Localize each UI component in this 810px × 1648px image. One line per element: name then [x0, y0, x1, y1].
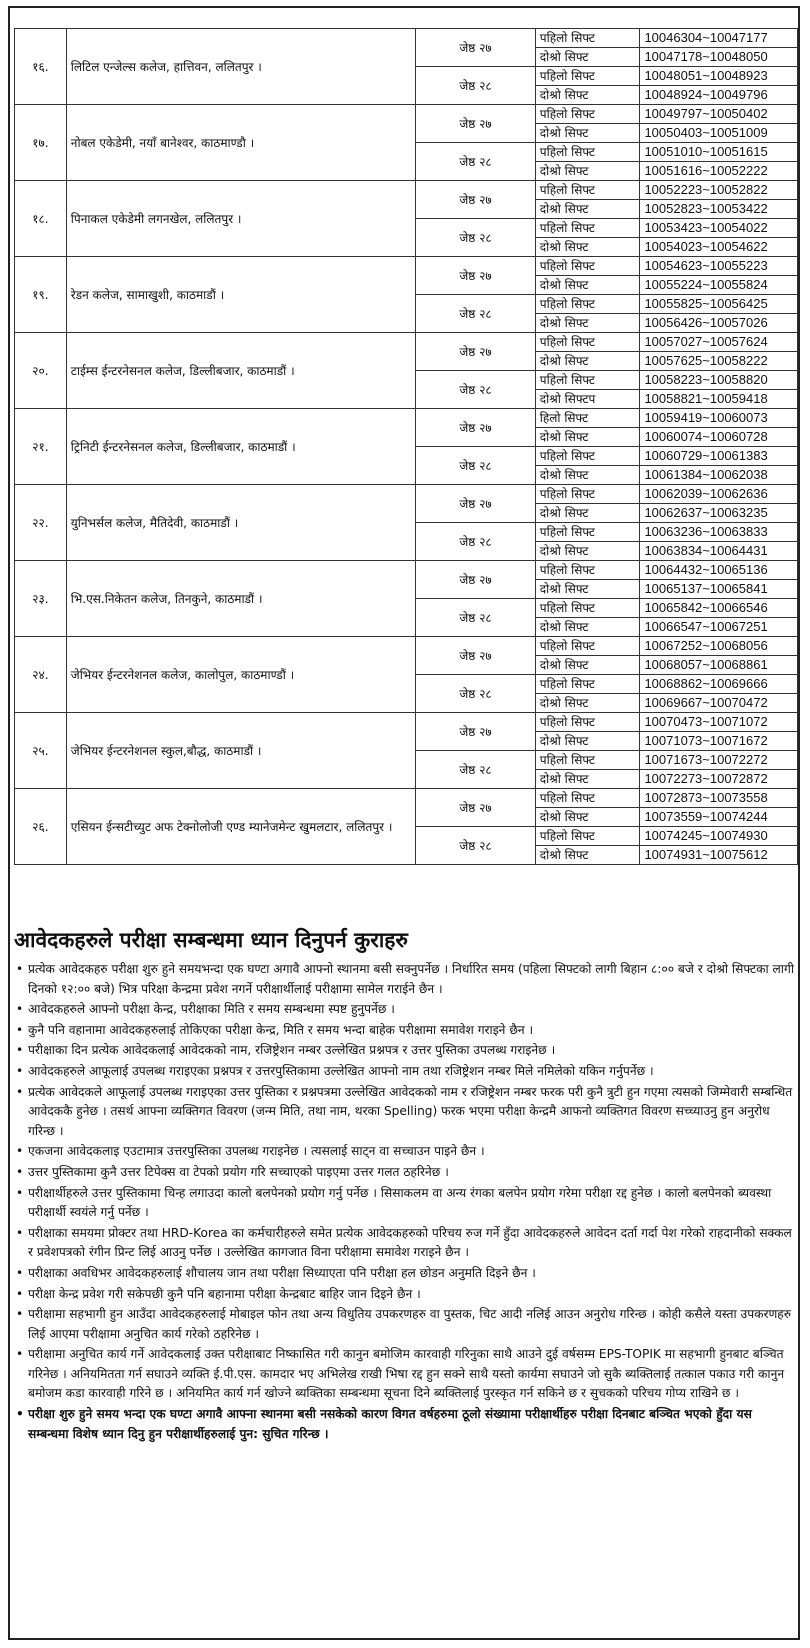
- shift-label: पहिलो सिफ्ट: [535, 675, 640, 694]
- registration-range: 10062039~10062636: [640, 485, 798, 504]
- college-name: रेडन कलेज, सामाखुशी, काठमाडौं ।: [66, 257, 416, 333]
- shift-label: पहिलो सिफ्ट: [535, 257, 640, 276]
- college-name: भि.एस.निकेतन कलेज, तिनकुने, काठमाडौं ।: [66, 561, 416, 637]
- exam-date: जेष्ठ २७: [416, 333, 535, 371]
- serial-number: १७.: [15, 105, 67, 181]
- table-row: [15, 409, 798, 428]
- shift-label: पहिलो सिफ्ट: [535, 143, 640, 162]
- exam-date: जेष्ठ २७: [416, 637, 535, 675]
- shift-label: दोश्रो सिफ्ट: [535, 618, 640, 637]
- registration-range: 10073559~10074244: [640, 808, 798, 827]
- shift-label: पहिलो सिफ्ट: [535, 447, 640, 466]
- shift-label: दोश्रो सिफ्ट: [535, 428, 640, 447]
- shift-label: पहिलो सिफ्ट: [535, 637, 640, 656]
- serial-number: २४.: [15, 637, 67, 713]
- shift-label: दोश्रो सिफ्ट: [535, 808, 640, 827]
- shift-label: पहिलो सिफ्ट: [535, 219, 640, 238]
- exam-date: जेष्ठ २८: [416, 523, 535, 561]
- shift-label: दोश्रो सिफ्ट: [535, 542, 640, 561]
- registration-range: 10052823~10053422: [640, 200, 798, 219]
- college-name: नोबल एकेडेमी, नयाँ बानेश्वर, काठमाण्डौ ।: [66, 105, 416, 181]
- table-row: [15, 789, 798, 808]
- shift-label: दोश्रो सिफ्ट: [535, 276, 640, 295]
- shift-label: पहिलो सिफ्ट: [535, 29, 640, 48]
- exam-date: जेष्ठ २७: [416, 29, 535, 67]
- notice-title: आवेदकहरुले परीक्षा सम्बन्धमा ध्यान दिनुपर्न कुराहरु: [14, 928, 408, 952]
- notice-item: • परीक्षा शुरु हुने समय भन्दा एक घण्टा अगावै आफ्ना स्थानमा बसी नसकेको कारण विगत वर्षहरुमा ठूलो संख्यामा परीक्षार्थीहरु परीक्षा दिनबाट बञ्चित भएको हुँदा यस सम्बन्धमा विशेष ध्यान दिनु हुन परीक्षार्थीहरुलाई पुन: सुचित गरिन्छ ।: [14, 1405, 794, 1444]
- registration-range: 10053423~10054022: [640, 219, 798, 238]
- exam-date: जेष्ठ २७: [416, 713, 535, 751]
- registration-range: 10068862~10069666: [640, 675, 798, 694]
- exam-date: जेष्ठ २७: [416, 105, 535, 143]
- registration-range: 10052223~10052822: [640, 181, 798, 200]
- registration-range: 10074931~10075612: [640, 846, 798, 865]
- shift-label: पहिलो सिफ्ट: [535, 485, 640, 504]
- registration-range: 10051616~10052222: [640, 162, 798, 181]
- registration-range: 10065137~10065841: [640, 580, 798, 599]
- shift-label: पहिलो सिफ्ट: [535, 371, 640, 390]
- registration-range: 10060074~10060728: [640, 428, 798, 447]
- notice-item: • प्रत्येक आवेदकले आफूलाई उपलब्ध गराइएका उत्तर पुस्तिका र प्रश्नपत्रमा उल्लेखित आवेदकको नाम र रजिष्ट्रेशन नम्बर फरक परी कुनै त्रुटी हुन गएमा त्यसको जिम्मेवारी सम्बन्धित आवेदककै हुनेछ । तसर्थ आफ्ना व्यक्तिगत विवरण (जन्म मिति, तथा नाम, थरका Spelling) फरक भएमा परीक्षा केन्द्रमै आफनो व्यक्तिगत विवरण सच्च्याउनु हुन अनुरोध गरिन्छ ।: [14, 1083, 794, 1142]
- table-row: [15, 181, 798, 200]
- schedule-table: [14, 28, 798, 865]
- shift-label: दोश्रो सिफ्ट: [535, 162, 640, 181]
- shift-label: दोश्रो सिफ्ट: [535, 846, 640, 865]
- registration-range: 10069667~10070472: [640, 694, 798, 713]
- shift-label: पहिलो सिफ्ट: [535, 789, 640, 808]
- college-name: लिटिल एन्जेल्स कलेज, हात्तिवन, ललितपुर ।: [66, 29, 416, 105]
- notice-item: • कुनै पनि वहानामा आवेदकहरुलाई तोकिएका परीक्षा केन्द्र, मिति र समय भन्दा बाहेक परीक्षामा समावेश गराइने छैन ।: [14, 1021, 794, 1041]
- exam-date: जेष्ठ २८: [416, 675, 535, 713]
- registration-range: 10057625~10058222: [640, 352, 798, 371]
- table-row: [15, 29, 798, 48]
- notice-item: • परीक्षाका अवधिभर आवेदकहरुलाई शौचालय जान तथा परीक्षा सिध्याएता पनि परीक्षा हल छोडन अनुमति दिइने छैन ।: [14, 1264, 794, 1284]
- shift-label: दोश्रो सिफ्ट: [535, 124, 640, 143]
- shift-label: दोश्रो सिफ्ट: [535, 770, 640, 789]
- exam-date: जेष्ठ २८: [416, 827, 535, 865]
- notice-item: • एकजना आवेदकलाइ एउटामात्र उत्तरपुस्तिका उपलब्ध गराइनेछ । त्यसलाई साट्न वा सच्चाउन पाइने छैन ।: [14, 1142, 794, 1162]
- shift-label: दोश्रो सिफ्ट: [535, 504, 640, 523]
- exam-date: जेष्ठ २७: [416, 181, 535, 219]
- serial-number: २३.: [15, 561, 67, 637]
- college-name: टाईम्स ईन्टरनेसनल कलेज, डिल्लीबजार, काठमाडौं ।: [66, 333, 416, 409]
- notice-item: • प्रत्येक आवेदकहरु परीक्षा शुरु हुने समयभन्दा एक घण्टा अगावै आफ्नो स्थानमा बसी सक्नुपर्नेछ । निर्धारित समय (पहिला सिफ्टको लागी बिहान ८:०० बजे र दोश्रो सिफ्टका लागी दिनको १२:०० बजे) भित्र परिक्षा केन्द्रमा प्रवेश नगर्ने परीक्षार्थीलाई परीक्षामा सामेल गराईने छैन ।: [14, 960, 794, 999]
- table-row: [15, 333, 798, 352]
- shift-label: हिलो सिफ्ट: [535, 409, 640, 428]
- notice-item: • परीक्षाका दिन प्रत्येक आवेदकलाई आवेदकको नाम, रजिष्ट्रेशन नम्बर उल्लेखित प्रश्नपत्र र उत्तर पुस्तिका उपलब्ध गराइनेछ ।: [14, 1041, 794, 1061]
- registration-range: 10070473~10071072: [640, 713, 798, 732]
- shift-label: दोश्रो सिफ्ट: [535, 86, 640, 105]
- registration-range: 10072873~10073558: [640, 789, 798, 808]
- exam-date: जेष्ठ २७: [416, 257, 535, 295]
- exam-date: जेष्ठ २८: [416, 447, 535, 485]
- college-name: पिनाकल एकेडेमी लगनखेल, ललितपुर ।: [66, 181, 416, 257]
- notice-item: • आवेदकहरुले आफूलाई उपलब्ध गराइएका प्रश्नपत्र र उत्तरपुस्तिकामा उल्लेखित आफ्नो नाम तथा रजिष्ट्रेशन नम्बर मिले नमिलेको यकिन गर्नुपर्नेछ ।: [14, 1062, 794, 1082]
- registration-range: 10054623~10055223: [640, 257, 798, 276]
- table-row: [15, 713, 798, 732]
- serial-number: २५.: [15, 713, 67, 789]
- registration-range: 10060729~10061383: [640, 447, 798, 466]
- college-name: एसियन ईन्सटीच्युट अफ टेक्नोलोजी एण्ड म्यानेजमेन्ट खुमलटार, ललितपुर ।: [66, 789, 416, 865]
- registration-range: 10055224~10055824: [640, 276, 798, 295]
- shift-label: दोश्रो सिफ्ट: [535, 314, 640, 333]
- shift-label: दोश्रो सिफ्ट: [535, 352, 640, 371]
- table-row: [15, 485, 798, 504]
- notice-item: • उत्तर पुस्तिकामा कुनै उत्तर टिपेक्स वा टेपको प्रयोग गरि सच्चाएको पाइएमा उत्तर गलत ठहरिनेछ ।: [14, 1163, 794, 1183]
- registration-range: 10048924~10049796: [640, 86, 798, 105]
- exam-date: जेष्ठ २८: [416, 143, 535, 181]
- registration-range: 10051010~10051615: [640, 143, 798, 162]
- registration-range: 10072273~10072872: [640, 770, 798, 789]
- registration-range: 10050403~10051009: [640, 124, 798, 143]
- registration-range: 10058821~10059418: [640, 390, 798, 409]
- shift-label: पहिलो सिफ्ट: [535, 751, 640, 770]
- table-row: [15, 257, 798, 276]
- shift-label: पहिलो सिफ्ट: [535, 67, 640, 86]
- shift-label: पहिलो सिफ्ट: [535, 713, 640, 732]
- registration-range: 10061384~10062038: [640, 466, 798, 485]
- serial-number: १६.: [15, 29, 67, 105]
- notice-item: • परीक्षाका समयमा प्रोक्टर तथा HRD-Korea का कर्मचारीहरुले समेत प्रत्येक आवेदकहरुको परिचय रुज गर्ने हुँदा आवेदकहरुले आवेदन दर्ता गर्दा पेश गरेको राहदानीको सक्कल र प्रवेशपत्रको रंगीन प्रिन्ट लिई आउनु पर्नेछ । उल्लेखित कागजात विना परीक्षामा समावेश गराइने छैन ।: [14, 1224, 794, 1263]
- registration-range: 10063236~10063833: [640, 523, 798, 542]
- registration-range: 10064432~10065136: [640, 561, 798, 580]
- shift-label: दोश्रो सिफ्टप: [535, 390, 640, 409]
- registration-range: 10067252~10068056: [640, 637, 798, 656]
- serial-number: २२.: [15, 485, 67, 561]
- shift-label: पहिलो सिफ्ट: [535, 827, 640, 846]
- registration-range: 10047178~10048050: [640, 48, 798, 67]
- college-name: युनिभर्सल कलेज, मैतिदेवी, काठमाडौं ।: [66, 485, 416, 561]
- exam-date: जेष्ठ २७: [416, 485, 535, 523]
- notice-item: • आवेदकहरुले आफ्नो परीक्षा केन्द्र, परीक्षाका मिति र समय सम्बन्धमा स्पष्ट हुनुपर्नेछ ।: [14, 1000, 794, 1020]
- shift-label: पहिलो सिफ्ट: [535, 523, 640, 542]
- exam-date: जेष्ठ २८: [416, 295, 535, 333]
- exam-date: जेष्ठ २८: [416, 751, 535, 789]
- exam-date: जेष्ठ २८: [416, 67, 535, 105]
- exam-date: जेष्ठ २७: [416, 561, 535, 599]
- registration-range: 10054023~10054622: [640, 238, 798, 257]
- exam-date: जेष्ठ २८: [416, 219, 535, 257]
- college-name: जेभियर ईन्टरनेशनल स्कुल,बौद्ध, काठमाडौं ।: [66, 713, 416, 789]
- table-row: [15, 637, 798, 656]
- shift-label: पहिलो सिफ्ट: [535, 181, 640, 200]
- notice-item: • परीक्षार्थीहरुले उत्तर पुस्तिकामा चिन्ह लगाउदा कालो बलपेनको प्रयोग गर्नु पर्नेछ । सिसाकलम वा अन्य रंगका बलपेन प्रयोग गरेमा परीक्षा रद्द हुनेछ । कालो बलपेनको ब्यवस्था परीक्षार्थी स्वयंले गर्नु पर्नेछ ।: [14, 1184, 794, 1223]
- exam-date: जेष्ठ २८: [416, 371, 535, 409]
- registration-range: 10057027~10057624: [640, 333, 798, 352]
- registration-range: 10071073~10071672: [640, 732, 798, 751]
- shift-label: पहिलो सिफ्ट: [535, 295, 640, 314]
- college-name: जेभियर ईन्टरनेशनल कलेज, कालोपुल, काठमाण्डौं ।: [66, 637, 416, 713]
- notice-section: [14, 926, 794, 1445]
- notice-item: • परीक्षामा अनुचित कार्य गर्ने आवेदकलाई उक्त परीक्षाबाट निष्कासित गरी कानुन बमोजिम कारवाही गरिनुका साथै आउने दुई वर्षसम्म EPS-TOPIK मा सहभागी हुनबाट बञ्चित गरिनेछ । अनियमितता गर्न सघाउने व्यक्ति ई.पी.एस. कामदार भए अभिलेख राखी भिषा रद्द हुन सक्ने साथै यस्तो कार्यमा सघाउने जो सुकै ब्यक्तिलाई तत्काल पकाउ गरी कानुन बमोजम कडा कारवाही गरिने छ । अनियमित कार्य गर्न खोज्ने ब्यक्तिका सम्बन्धमा सूचना दिने ब्यक्तिलाई पुरस्कृत गर्न सकिने छ र सुचकको परिचय गोप्य राखिने छ ।: [14, 1345, 794, 1404]
- registration-range: 10071673~10072272: [640, 751, 798, 770]
- shift-label: दोश्रो सिफ्ट: [535, 580, 640, 599]
- shift-label: दोश्रो सिफ्ट: [535, 200, 640, 219]
- registration-range: 10058223~10058820: [640, 371, 798, 390]
- shift-label: दोश्रो सिफ्ट: [535, 466, 640, 485]
- exam-date: जेष्ठ २७: [416, 409, 535, 447]
- shift-label: पहिलो सिफ्ट: [535, 561, 640, 580]
- notice-list: [14, 960, 794, 1444]
- registration-range: 10066547~10067251: [640, 618, 798, 637]
- serial-number: २०.: [15, 333, 67, 409]
- shift-label: पहिलो सिफ्ट: [535, 105, 640, 124]
- registration-range: 10062637~10063235: [640, 504, 798, 523]
- serial-number: २१.: [15, 409, 67, 485]
- shift-label: दोश्रो सिफ्ट: [535, 694, 640, 713]
- registration-range: 10056426~10057026: [640, 314, 798, 333]
- registration-range: 10065842~10066546: [640, 599, 798, 618]
- notice-item: • परीक्षा केन्द्र प्रवेश गरी सकेपछी कुनै पनि बहानामा परीक्षा केन्द्रबाट बाहिर जान दिइने छैन ।: [14, 1285, 794, 1305]
- registration-range: 10049797~10050402: [640, 105, 798, 124]
- shift-label: पहिलो सिफ्ट: [535, 599, 640, 618]
- shift-label: दोश्रो सिफ्ट: [535, 732, 640, 751]
- serial-number: १९.: [15, 257, 67, 333]
- registration-range: 10063834~10064431: [640, 542, 798, 561]
- exam-date: जेष्ठ २८: [416, 599, 535, 637]
- registration-range: 10046304~10047177: [640, 29, 798, 48]
- serial-number: २६.: [15, 789, 67, 865]
- shift-label: दोश्रो सिफ्ट: [535, 238, 640, 257]
- notice-item: • परीक्षामा सहभागी हुन आउँदा आवेदकहरुलाई मोबाइल फोन तथा अन्य विधुतिय उपकरणहरु वा पुस्तक, चिट आदी नलिई आउन अनुरोध गरिन्छ । कोही कसैले यस्ता उपकरणहरु लिई आएमा परीक्षामा अनुचित कार्य गरेको ठहरिनेछ ।: [14, 1305, 794, 1344]
- registration-range: 10055825~10056425: [640, 295, 798, 314]
- college-name: ट्रिनिटी ईन्टरनेसनल कलेज, डिल्लीबजार, काठमाडौं ।: [66, 409, 416, 485]
- exam-date: जेष्ठ २७: [416, 789, 535, 827]
- registration-range: 10068057~10068861: [640, 656, 798, 675]
- serial-number: १८.: [15, 181, 67, 257]
- registration-range: 10059419~10060073: [640, 409, 798, 428]
- registration-range: 10074245~10074930: [640, 827, 798, 846]
- shift-label: पहिलो सिफ्ट: [535, 333, 640, 352]
- shift-label: दोश्रो सिफ्ट: [535, 656, 640, 675]
- table-row: [15, 105, 798, 124]
- shift-label: दोश्रो सिफ्ट: [535, 48, 640, 67]
- table-row: [15, 561, 798, 580]
- registration-range: 10048051~10048923: [640, 67, 798, 86]
